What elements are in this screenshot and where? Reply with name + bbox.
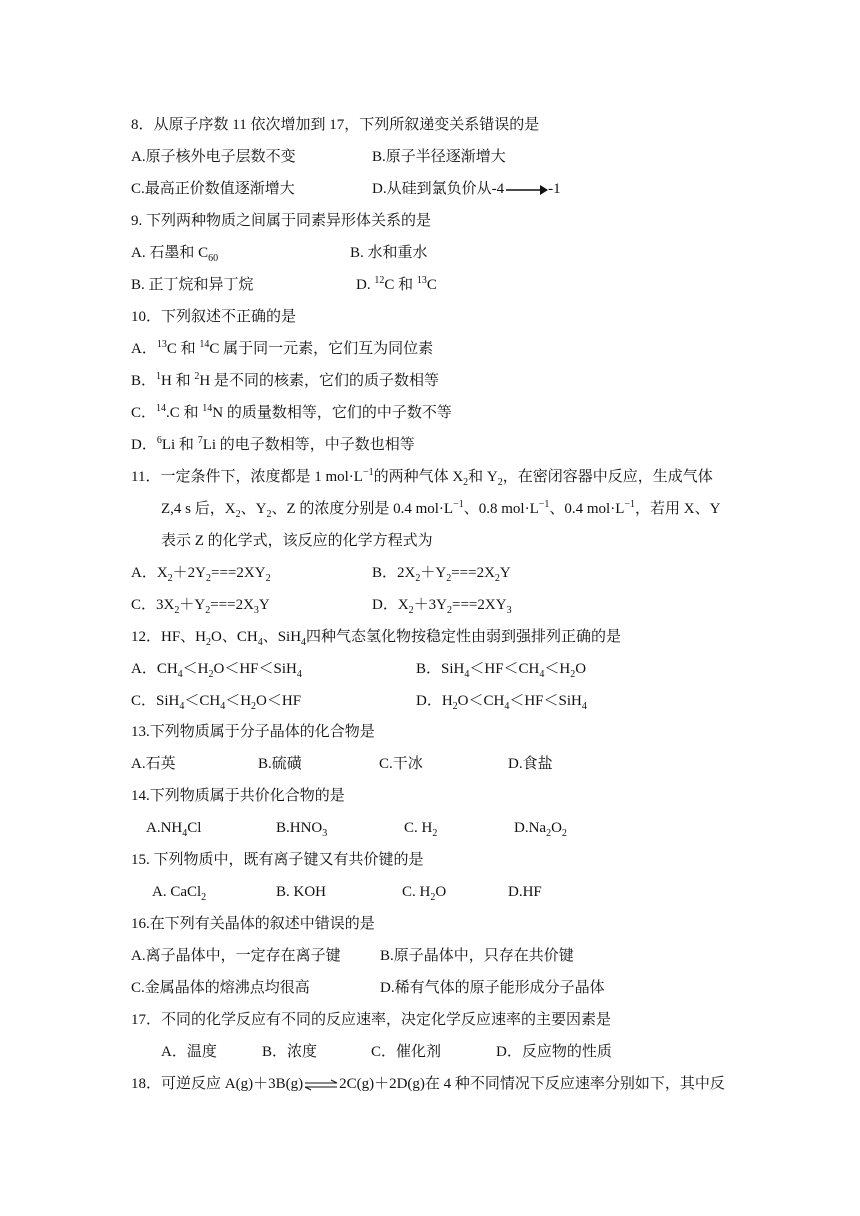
question-10-option-a: [131, 339, 433, 359]
question-9-option-c: B. 正丁烷和异丁烷: [131, 277, 254, 293]
subscript: 2: [432, 828, 438, 839]
text: A．CH: [131, 661, 178, 677]
question-15-option-a: [152, 882, 206, 902]
question-10-option-d: [131, 435, 415, 455]
subscript: 4: [504, 701, 510, 712]
question-16-option-c: C.金属晶体的熔沸点均很高: [131, 980, 310, 996]
text: 18．可逆反应 A(g)＋3B(g): [131, 1076, 304, 1092]
superscript: −1: [624, 499, 636, 510]
question-13-option-b: B.硫磺: [258, 756, 302, 772]
text: A. CaCl: [152, 884, 202, 900]
superscript: −1: [453, 499, 464, 510]
question-15-option-d: D.HF: [508, 884, 542, 900]
text: A．X: [131, 565, 168, 581]
question-9-option-b: B. 水和重水: [350, 245, 428, 261]
text: H 和: [161, 373, 195, 389]
question-14-stem: 14.下列物质属于共价化合物的是: [131, 788, 345, 804]
subscript: 60: [208, 253, 219, 264]
question-13-option-a: A.石英: [131, 756, 176, 772]
text: 、Z 的浓度分别是 0.4 mol·L: [271, 501, 454, 517]
question-8-option-b: B.原子半径逐渐增大: [372, 149, 506, 165]
question-17-option-b: B．浓度: [262, 1044, 318, 1060]
text: D．: [131, 437, 157, 453]
question-17-option-a: A．温度: [161, 1044, 217, 1060]
text: Li 的电子数相等，中子数也相等: [202, 437, 415, 453]
text: 、Y: [240, 501, 267, 517]
subscript: 2: [561, 828, 567, 839]
text: A. 石墨和 C: [131, 245, 209, 261]
text: D.Na: [514, 820, 547, 836]
text: A．: [131, 341, 157, 357]
question-11-option-b: [372, 563, 511, 583]
text: B．2X: [372, 565, 416, 581]
question-13-option-d: D.食盐: [508, 756, 553, 772]
text: D．H: [416, 693, 453, 709]
question-10-option-c: [131, 403, 452, 423]
subscript: 2: [206, 573, 212, 584]
question-9-option-a: [131, 243, 218, 263]
text: 2C(g)＋2D(g)在 4 种不同情况下反应速率分别如下，其中反: [339, 1076, 725, 1092]
text: C. H: [404, 820, 433, 836]
question-14-option-c: [404, 818, 437, 838]
subscript: 2: [167, 573, 173, 584]
question-8-option-c: C.最高正价数值逐渐增大: [131, 181, 295, 197]
text: O＜HF＜SiH: [213, 661, 297, 677]
question-8-option-d: [372, 179, 561, 199]
text: O: [435, 884, 447, 900]
text: C. H: [402, 884, 431, 900]
subscript: 2: [463, 477, 469, 488]
text: D．X: [372, 597, 409, 613]
question-9-option-d: [356, 275, 437, 295]
text: Cl: [187, 820, 202, 836]
text: ＜H: [225, 693, 252, 709]
question-11-stem-line-2: [161, 499, 720, 519]
subscript: 2: [408, 605, 414, 616]
superscript: 14: [199, 339, 210, 350]
subscript: 2: [494, 573, 500, 584]
question-11-option-a: [131, 563, 271, 583]
subscript: 4: [301, 637, 307, 648]
question-11-option-d: [372, 595, 512, 615]
text: ===2X: [451, 565, 495, 581]
question-8-stem: 8．从原子序数 11 依次增加到 17，下列所叙递变关系错误的是: [131, 117, 540, 133]
superscript: 1: [156, 371, 162, 382]
text: O＜CH: [457, 693, 505, 709]
subscript: 2: [570, 669, 576, 680]
question-17-option-d: D．反应物的性质: [496, 1044, 612, 1060]
subscript: 4: [182, 828, 188, 839]
subscript: 4: [539, 669, 545, 680]
question-8-option-a: A.原子核外电子层数不变: [131, 149, 296, 165]
right-arrow-icon: [504, 184, 548, 196]
text: ，若用 X、Y: [635, 501, 721, 517]
text: ＋Y: [420, 565, 447, 581]
text: ===2X: [210, 597, 254, 613]
question-12-option-d: [416, 691, 587, 711]
text: ＋Y: [179, 597, 206, 613]
subscript: 2: [266, 509, 272, 520]
text: 11．一定条件下，浓度都是 1 mol·L: [131, 469, 363, 485]
text: B.HNO: [276, 820, 323, 836]
text: C．: [131, 405, 157, 421]
text: ，在密闭容器中反应，生成气体: [502, 469, 713, 485]
text: ＜HF＜SiH: [509, 693, 582, 709]
text: O、CH: [211, 629, 258, 645]
subscript: 4: [464, 669, 470, 680]
superscript: 13: [416, 275, 427, 286]
superscript: 13: [156, 339, 167, 350]
subscript: 2: [235, 509, 241, 520]
text: 四种气态氢化物按稳定性由弱到强排列正确的是: [306, 629, 622, 645]
text: ＜CH: [184, 693, 221, 709]
text: C．3X: [131, 597, 175, 613]
question-18-stem: [131, 1074, 725, 1094]
superscript: 6: [156, 435, 162, 446]
question-15-option-b: B. KOH: [276, 884, 327, 900]
superscript: 14: [156, 403, 167, 414]
question-16-option-a: A.离子晶体中，一定存在离子键: [131, 948, 341, 964]
question-14-option-a: [146, 818, 201, 838]
question-12-option-a: [131, 659, 302, 679]
subscript: 2: [446, 573, 452, 584]
option-d-text: D.从硅到氯负价从-4: [372, 181, 505, 197]
subscript: 4: [296, 669, 302, 680]
subscript: 3: [506, 605, 512, 616]
text: B．: [131, 373, 157, 389]
subscript: 2: [208, 669, 214, 680]
reversible-arrow-icon: [303, 1079, 339, 1091]
question-16-option-b: B.原子晶体中，只存在共价键: [380, 948, 574, 964]
question-11-option-c: [131, 595, 270, 615]
subscript: 2: [265, 573, 271, 584]
question-14-option-d: [514, 818, 567, 838]
question-16-stem: 16.在下列有关晶体的叙述中错误的是: [131, 916, 375, 932]
subscript: 2: [205, 605, 211, 616]
question-11-stem-line-3: 表示 Z 的化学式，该反应的化学方程式为: [161, 533, 433, 549]
question-10-option-b: [131, 371, 439, 391]
text: Y: [258, 597, 270, 613]
subscript: 4: [177, 669, 183, 680]
question-15-option-c: [402, 882, 446, 902]
subscript: 2: [174, 605, 180, 616]
question-13-option-c: C.干冰: [379, 756, 423, 772]
question-10-stem: 10．下列叙述不正确的是: [131, 309, 297, 325]
text: Z,4 s 后，X: [161, 501, 236, 517]
text: 和 Y: [468, 469, 498, 485]
option-d-text-end: -1: [548, 181, 561, 197]
text: ＜H: [544, 661, 571, 677]
subscript: 2: [430, 892, 436, 903]
text: B．SiH: [416, 661, 465, 677]
question-17-stem: 17．不同的化学反应有不同的反应速率，决定化学反应速率的主要因素是: [131, 1012, 612, 1028]
question-12-option-c: [131, 691, 301, 711]
text: O＜HF: [256, 693, 302, 709]
text: 、0.8 mol·L: [463, 501, 539, 517]
question-9-stem: 9. 下列两种物质之间属于同素异形体关系的是: [131, 213, 432, 229]
question-12-stem: [131, 627, 621, 647]
superscript: 14: [202, 403, 213, 414]
text: 、0.4 mol·L: [549, 501, 625, 517]
question-13-stem: 13.下列物质属于分子晶体的化合物是: [131, 724, 375, 740]
text: Li 和: [161, 437, 198, 453]
text: H 是不同的核素，它们的质子数相等: [199, 373, 439, 389]
subscript: 2: [452, 701, 458, 712]
subscript: 4: [257, 637, 263, 648]
text: ＋3Y: [413, 597, 448, 613]
text: ===2XY: [452, 597, 507, 613]
text: C: [426, 277, 437, 293]
superscript: 12: [374, 275, 385, 286]
text: ＜H: [182, 661, 209, 677]
text: D.: [356, 277, 375, 293]
question-17-option-c: C．催化剂: [371, 1044, 442, 1060]
text: O: [551, 820, 562, 836]
subscript: 3: [253, 605, 259, 616]
subscript: 2: [251, 701, 257, 712]
text: ===2XY: [211, 565, 266, 581]
text: 、SiH: [262, 629, 302, 645]
question-12-option-b: [416, 659, 586, 679]
text: C 属于同一元素，它们互为同位素: [209, 341, 434, 357]
text: 12．HF、H: [131, 629, 207, 645]
text: O: [575, 661, 587, 677]
subscript: 2: [447, 605, 453, 616]
question-15-stem: 15. 下列物质中，既有离子键又有共价键的是: [131, 852, 424, 868]
subscript: 4: [179, 701, 185, 712]
subscript: 4: [220, 701, 226, 712]
text: 的两种气体 X: [373, 469, 464, 485]
subscript: 2: [201, 892, 207, 903]
subscript: 2: [546, 828, 552, 839]
subscript: 2: [206, 637, 212, 648]
subscript: 2: [415, 573, 421, 584]
subscript: 3: [322, 828, 328, 839]
text: .C 和: [166, 405, 203, 421]
text: C．SiH: [131, 693, 180, 709]
text: C 和: [384, 277, 417, 293]
superscript: 7: [197, 435, 203, 446]
question-11-stem-line-1: [131, 467, 713, 487]
text: ＜HF＜CH: [469, 661, 540, 677]
text: ＋2Y: [172, 565, 207, 581]
subscript: 2: [497, 477, 503, 488]
superscript: −1: [538, 499, 550, 510]
text: C 和: [166, 341, 200, 357]
text: Y: [499, 565, 511, 581]
superscript: −1: [362, 467, 374, 478]
text: A.NH: [146, 820, 183, 836]
subscript: 4: [581, 701, 587, 712]
text: N 的质量数相等，它们的中子数不等: [212, 405, 452, 421]
superscript: 2: [194, 371, 200, 382]
question-16-option-d: D.稀有气体的原子能形成分子晶体: [380, 980, 605, 996]
question-14-option-b: [276, 818, 327, 838]
